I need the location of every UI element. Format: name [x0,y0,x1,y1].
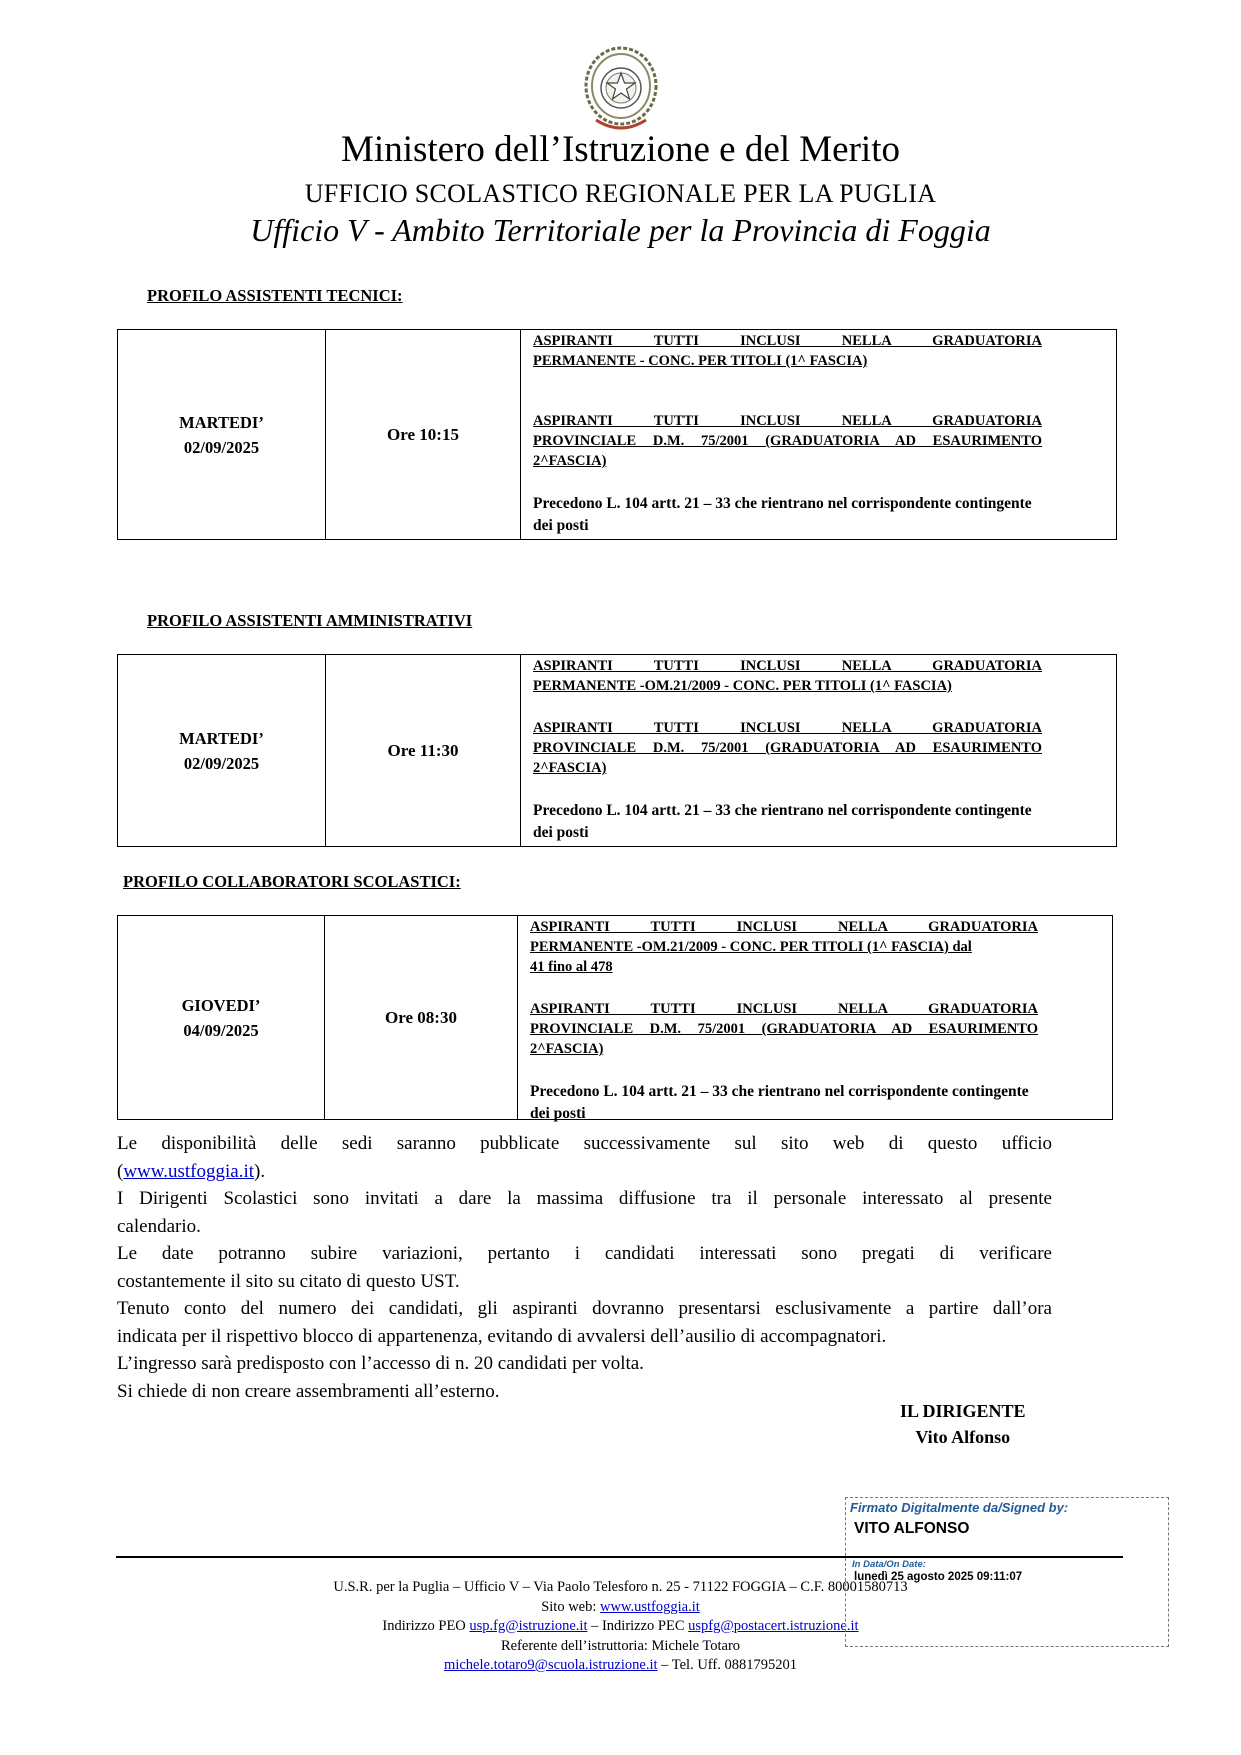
day-cell [118,655,326,846]
day-label: MARTEDI’ [179,728,264,748]
schedule-table-assistenti-amministrativi [117,654,1117,847]
day-label: MARTEDI’ [179,412,264,432]
regional-office-title: UFFICIO SCOLASTICO REGIONALE PER LA PUGLIA [304,179,937,208]
signature-role: IL DIRIGENTE [900,1401,1026,1421]
candidates-entry-permanente: ASPIRANTI TUTTI INCLUSI NELLA GRADUATORIA PERMANENTE - CONC. PER TITOLI (1^ FASCIA) [533,333,1042,369]
referent-email-link[interactable]: michele.totaro9@scuola.istruzione.it [444,1657,658,1673]
precedence-note: Precedono L. 104 artt. 21 – 33 che rientrano nel corrispondente contingente dei posti [530,1083,1029,1122]
candidates-entry-permanente: ASPIRANTI TUTTI INCLUSI NELLA GRADUATORIA PERMANENTE -OM.21/2009 - CONC. PER TITOLI (1^ FASCIA) [533,658,1042,694]
digital-signature-date: lunedì 25 agosto 2025 09:11:07 [854,1571,1023,1583]
digital-signature-box [845,1497,1169,1647]
date-label: 04/09/2025 [183,1020,259,1040]
paragraph-variations: Le date potranno subire variazioni, pertanto i candidati interessati sono pregati di verificare costantemente il sito su citato di questo UST. [117,1243,1052,1292]
section-title-assistenti-tecnici: PROFILO ASSISTENTI TECNICI: [147,286,403,305]
candidates-cell [521,330,1116,539]
day-label: GIOVEDI’ [181,995,261,1015]
candidates-entry-provinciale: ASPIRANTI TUTTI INCLUSI NELLA GRADUATORIA PROVINCIALE D.M. 75/2001 (GRADUATORIA AD ESAURIMENTO 2^FASCIA) [533,413,1042,469]
paragraph-gatherings: Si chiede di non creare assembramenti all’esterno. [117,1380,500,1402]
body-text [117,1130,1052,1405]
paragraph-schedule: Tenuto conto del numero dei candidati, gli aspiranti dovranno presentarsi esclusivamente a partire dall’ora indicata per il rispettivo blocco di appartenenza, evitando di avvalersi dell’ausilio di accompagnatori. [117,1298,1052,1347]
time-cell [326,655,521,846]
day-cell [118,916,325,1119]
time-cell [325,916,518,1119]
footer-referent: Referente dell’istruttoria: Michele Totaro [500,1637,741,1654]
digital-signature-date-label: In Data/On Date: [852,1559,926,1570]
time-label: Ore 11:30 [387,740,459,760]
peo-email-link[interactable]: usp.fg@istruzione.it [469,1618,588,1634]
italian-republic-emblem-icon [582,46,660,134]
pec-email-link[interactable]: uspfg@postacert.istruzione.it [688,1618,859,1634]
day-cell [118,330,326,539]
section-title-assistenti-amministrativi: PROFILO ASSISTENTI AMMINISTRATIVI [147,611,473,630]
local-office-title: Ufficio V - Ambito Territoriale per la Provincia di Foggia [250,212,991,248]
section-title-collaboratori-scolastici: PROFILO COLLABORATORI SCOLASTICI: [123,872,461,891]
schedule-table-collaboratori-scolastici [117,915,1113,1120]
precedence-note: Precedono L. 104 artt. 21 – 33 che rientrano nel corrispondente contingente dei posti [533,802,1032,841]
candidates-entry-provinciale: ASPIRANTI TUTTI INCLUSI NELLA GRADUATORIA PROVINCIALE D.M. 75/2001 (GRADUATORIA AD ESAURIMENTO 2^FASCIA) [530,1001,1038,1057]
footer-site: Sito web: www.ustfoggia.it [541,1598,700,1615]
schedule-table-assistenti-tecnici [117,329,1117,540]
candidates-cell [518,916,1112,1122]
digital-signature-label: Firmato Digitalmente da/Signed by: [850,1500,1069,1515]
date-label: 02/09/2025 [183,437,260,457]
candidates-entry-permanente: ASPIRANTI TUTTI INCLUSI NELLA GRADUATORIA PERMANENTE -OM.21/2009 - CONC. PER TITOLI (1^ FASCIA) dal 41 fino al 478 [530,919,1038,975]
digital-signature-signer: VITO ALFONSO [854,1520,970,1537]
ustfoggia-link[interactable]: www.ustfoggia.it [123,1160,255,1182]
footer-address: U.S.R. per la Puglia – Ufficio V – Via Paolo Telesforo n. 25 - 71122 FOGGIA – C.F. 80001580713 [333,1579,908,1595]
signature-name: Vito Alfonso [915,1427,1011,1447]
signature-block [900,1398,1026,1450]
paragraph-availability: Le disponibilità delle sedi saranno pubblicate successivamente sul sito web di questo ufficio (www.ustfoggia.it). [117,1133,1052,1182]
candidates-cell [521,655,1116,846]
time-label: Ore 10:15 [387,424,459,444]
footer-site-link[interactable]: www.ustfoggia.it [600,1598,700,1615]
candidates-entry-provinciale: ASPIRANTI TUTTI INCLUSI NELLA GRADUATORIA PROVINCIALE D.M. 75/2001 (GRADUATORIA AD ESAURIMENTO 2^FASCIA) [533,720,1042,776]
paragraph-entry: L’ingresso sarà predisposto con l’accesso di n. 20 candidati per volta. [117,1353,644,1374]
time-label: Ore 08:30 [385,1007,457,1027]
footer-contact: michele.totaro9@scuola.istruzione.it – Tel. Uff. 0881795201 [444,1657,797,1673]
time-cell [326,330,521,539]
date-label: 02/09/2025 [183,753,260,773]
paragraph-diffusion: I Dirigenti Scolastici sono invitati a dare la massima diffusione tra il personale interessato al presente calendario. [117,1188,1052,1237]
precedence-note: Precedono L. 104 artt. 21 – 33 che rientrano nel corrispondente contingente dei posti [533,495,1032,534]
footer-mail: Indirizzo PEO usp.fg@istruzione.it – Indirizzo PEC uspfg@postacert.istruzione.it [382,1618,859,1634]
ministry-title: Ministero dell’Istruzione e del Merito [341,129,900,170]
